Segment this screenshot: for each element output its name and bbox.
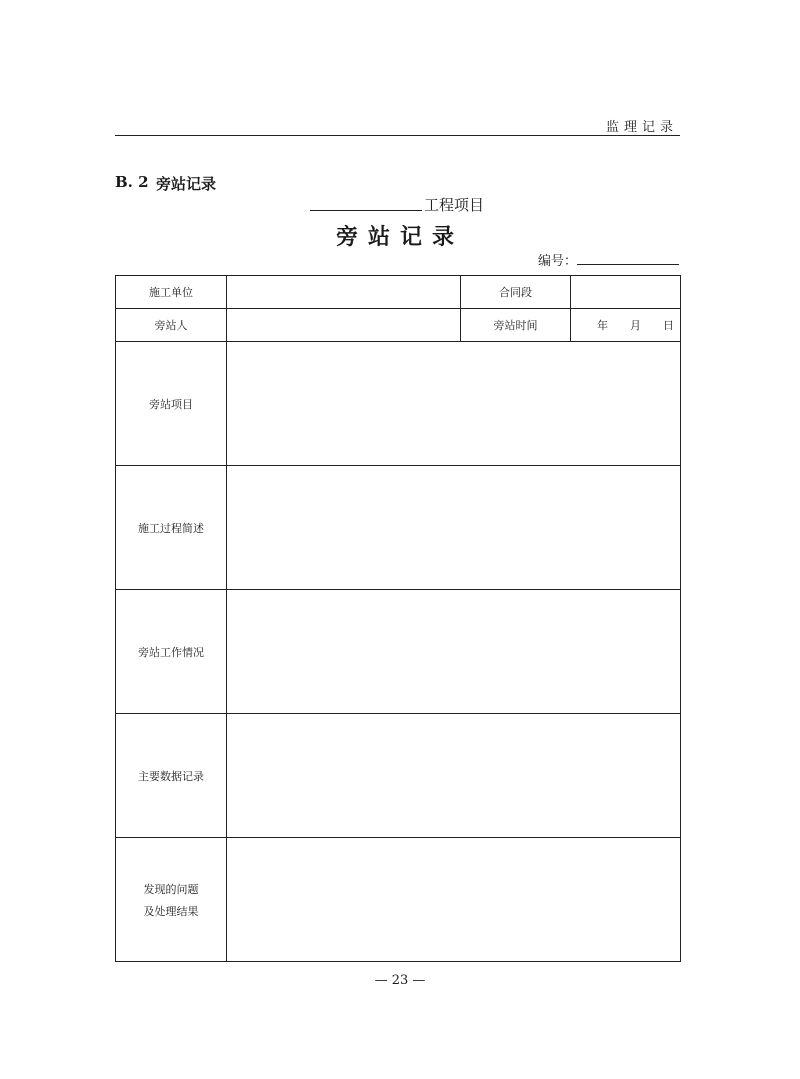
table-row [116,590,681,714]
table-row [116,342,681,466]
work-situation-field[interactable] [227,590,681,714]
table-row [116,276,681,309]
section-title: 旁站记录 [156,175,217,193]
main-data-record-label: 主要数据记录 [116,714,227,838]
date-month: 月 [630,319,641,332]
supervision-item-label: 旁站项目 [116,342,227,466]
issues-label-line2: 及处理结果 [143,904,199,918]
project-name-blank[interactable] [310,210,422,211]
contract-section-field[interactable] [571,276,681,309]
number-blank[interactable] [577,264,679,265]
form-title: 旁站记录 [335,224,464,250]
page-number: — 23 — [374,973,426,988]
issues-label [116,838,227,962]
record-table [115,275,681,962]
process-description-field[interactable] [227,466,681,590]
date-year: 年 [597,319,608,332]
construction-unit-field[interactable] [227,276,461,309]
supervisor-field[interactable] [227,309,461,342]
process-description-label: 施工过程简述 [116,466,227,590]
date-parts [571,317,680,333]
number-label: 编号： [538,254,578,269]
header-rule [115,135,680,136]
supervision-date-field[interactable] [571,309,681,342]
issues-label-line1: 发现的问题 [143,882,199,896]
contract-section-label: 合同段 [461,276,571,309]
table-row [116,838,681,962]
supervision-time-label: 旁站时间 [461,309,571,342]
issues-field[interactable] [227,838,681,962]
project-suffix: 工程项目 [424,196,485,214]
table-row [116,309,681,342]
supervision-item-field[interactable] [227,342,681,466]
main-data-record-field[interactable] [227,714,681,838]
date-day: 日 [663,319,674,332]
supervisor-label: 旁站人 [116,309,227,342]
construction-unit-label: 施工单位 [116,276,227,309]
table-row [116,714,681,838]
running-header: 监理记录 [605,120,678,135]
work-situation-label: 旁站工作情况 [116,590,227,714]
section-number: B. 2 [115,173,149,191]
table-row [116,466,681,590]
